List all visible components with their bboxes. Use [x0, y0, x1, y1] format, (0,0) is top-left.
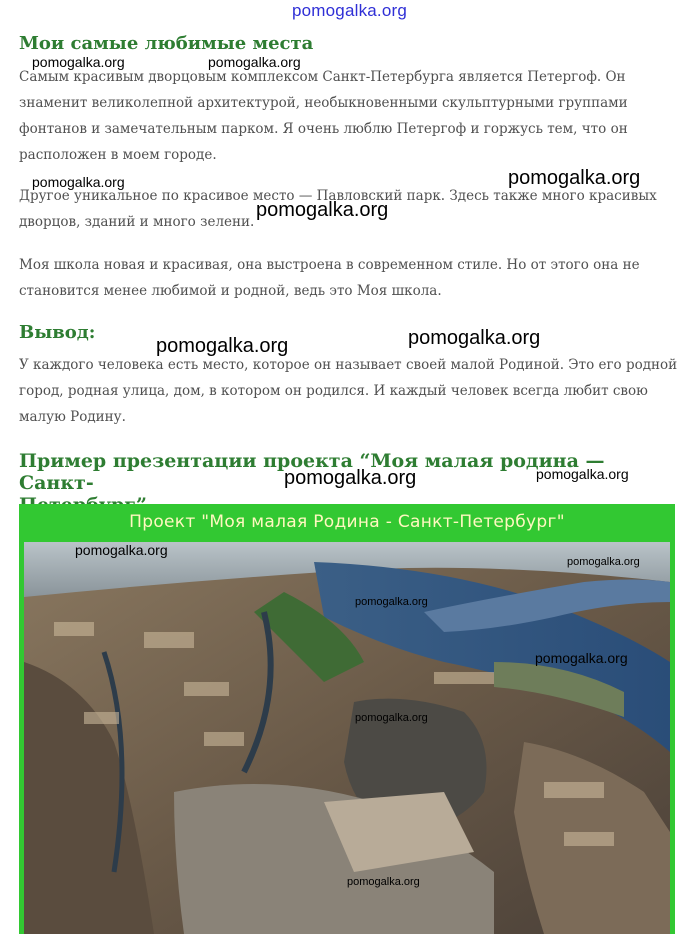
- paragraph-school: [19, 252, 679, 304]
- watermark: pomogalka.org: [408, 327, 541, 349]
- paragraph-conclusion: [19, 352, 679, 430]
- watermark: pomogalka.org: [32, 174, 125, 190]
- text-line: становится менее любимой и родной, ведь это Моя школа.: [19, 283, 442, 299]
- watermark: pomogalka.org: [208, 54, 301, 70]
- text-line: город, родная улица, дом, в котором он родился. И каждый человек всегда любит свою: [19, 383, 648, 399]
- text-line: У каждого человека есть место, которое он называет своей малой Родиной. Это его родной: [19, 357, 678, 373]
- watermark: pomogalka.org: [284, 467, 417, 489]
- presentation-slide: [19, 504, 675, 934]
- watermark: pomogalka.org: [536, 466, 629, 482]
- slide-title: Проект "Моя малая Родина - Санкт-Петербург": [129, 512, 565, 532]
- watermark: pomogalka.org: [347, 876, 420, 888]
- watermark: pomogalka.org: [156, 335, 289, 357]
- site-watermark-top: pomogalka.org: [291, 1, 408, 20]
- watermark: pomogalka.org: [256, 199, 389, 221]
- watermark: pomogalka.org: [535, 650, 628, 666]
- watermark: pomogalka.org: [355, 596, 428, 608]
- text-line: фонтанов и замечательным парком. Я очень люблю Петергоф и горжусь тем, что он: [19, 121, 628, 137]
- watermark: pomogalka.org: [508, 167, 641, 189]
- text-line: Самым красивым дворцовым комплексом Санкт-Петербурга является Петергоф. Он: [19, 69, 626, 85]
- text-line: Моя школа новая и красивая, она выстроена в современном стиле. Но от этого она не: [19, 257, 640, 273]
- watermark: pomogalka.org: [567, 556, 640, 568]
- text-line: дворцов, зданий и много зелени.: [19, 214, 255, 230]
- text-line: расположен в моем городе.: [19, 147, 217, 163]
- heading-line: Пример презентации проекта “Моя малая родина — Санкт-: [19, 450, 605, 494]
- heading-conclusion: Вывод:: [19, 322, 96, 343]
- watermark: pomogalka.org: [32, 54, 125, 70]
- text-line: малую Родину.: [19, 409, 126, 425]
- watermark: pomogalka.org: [75, 542, 168, 558]
- heading-favorite-places: Мои самые любимые места: [19, 33, 314, 54]
- watermark: pomogalka.org: [355, 712, 428, 724]
- text-line: Другое уникальное по красивое место — Павловский парк. Здесь также много красивых: [19, 188, 657, 204]
- paragraph-peterhof: [19, 64, 679, 168]
- text-line: знаменит великолепной архитектурой, необыкновенными скульптурными группами: [19, 95, 628, 111]
